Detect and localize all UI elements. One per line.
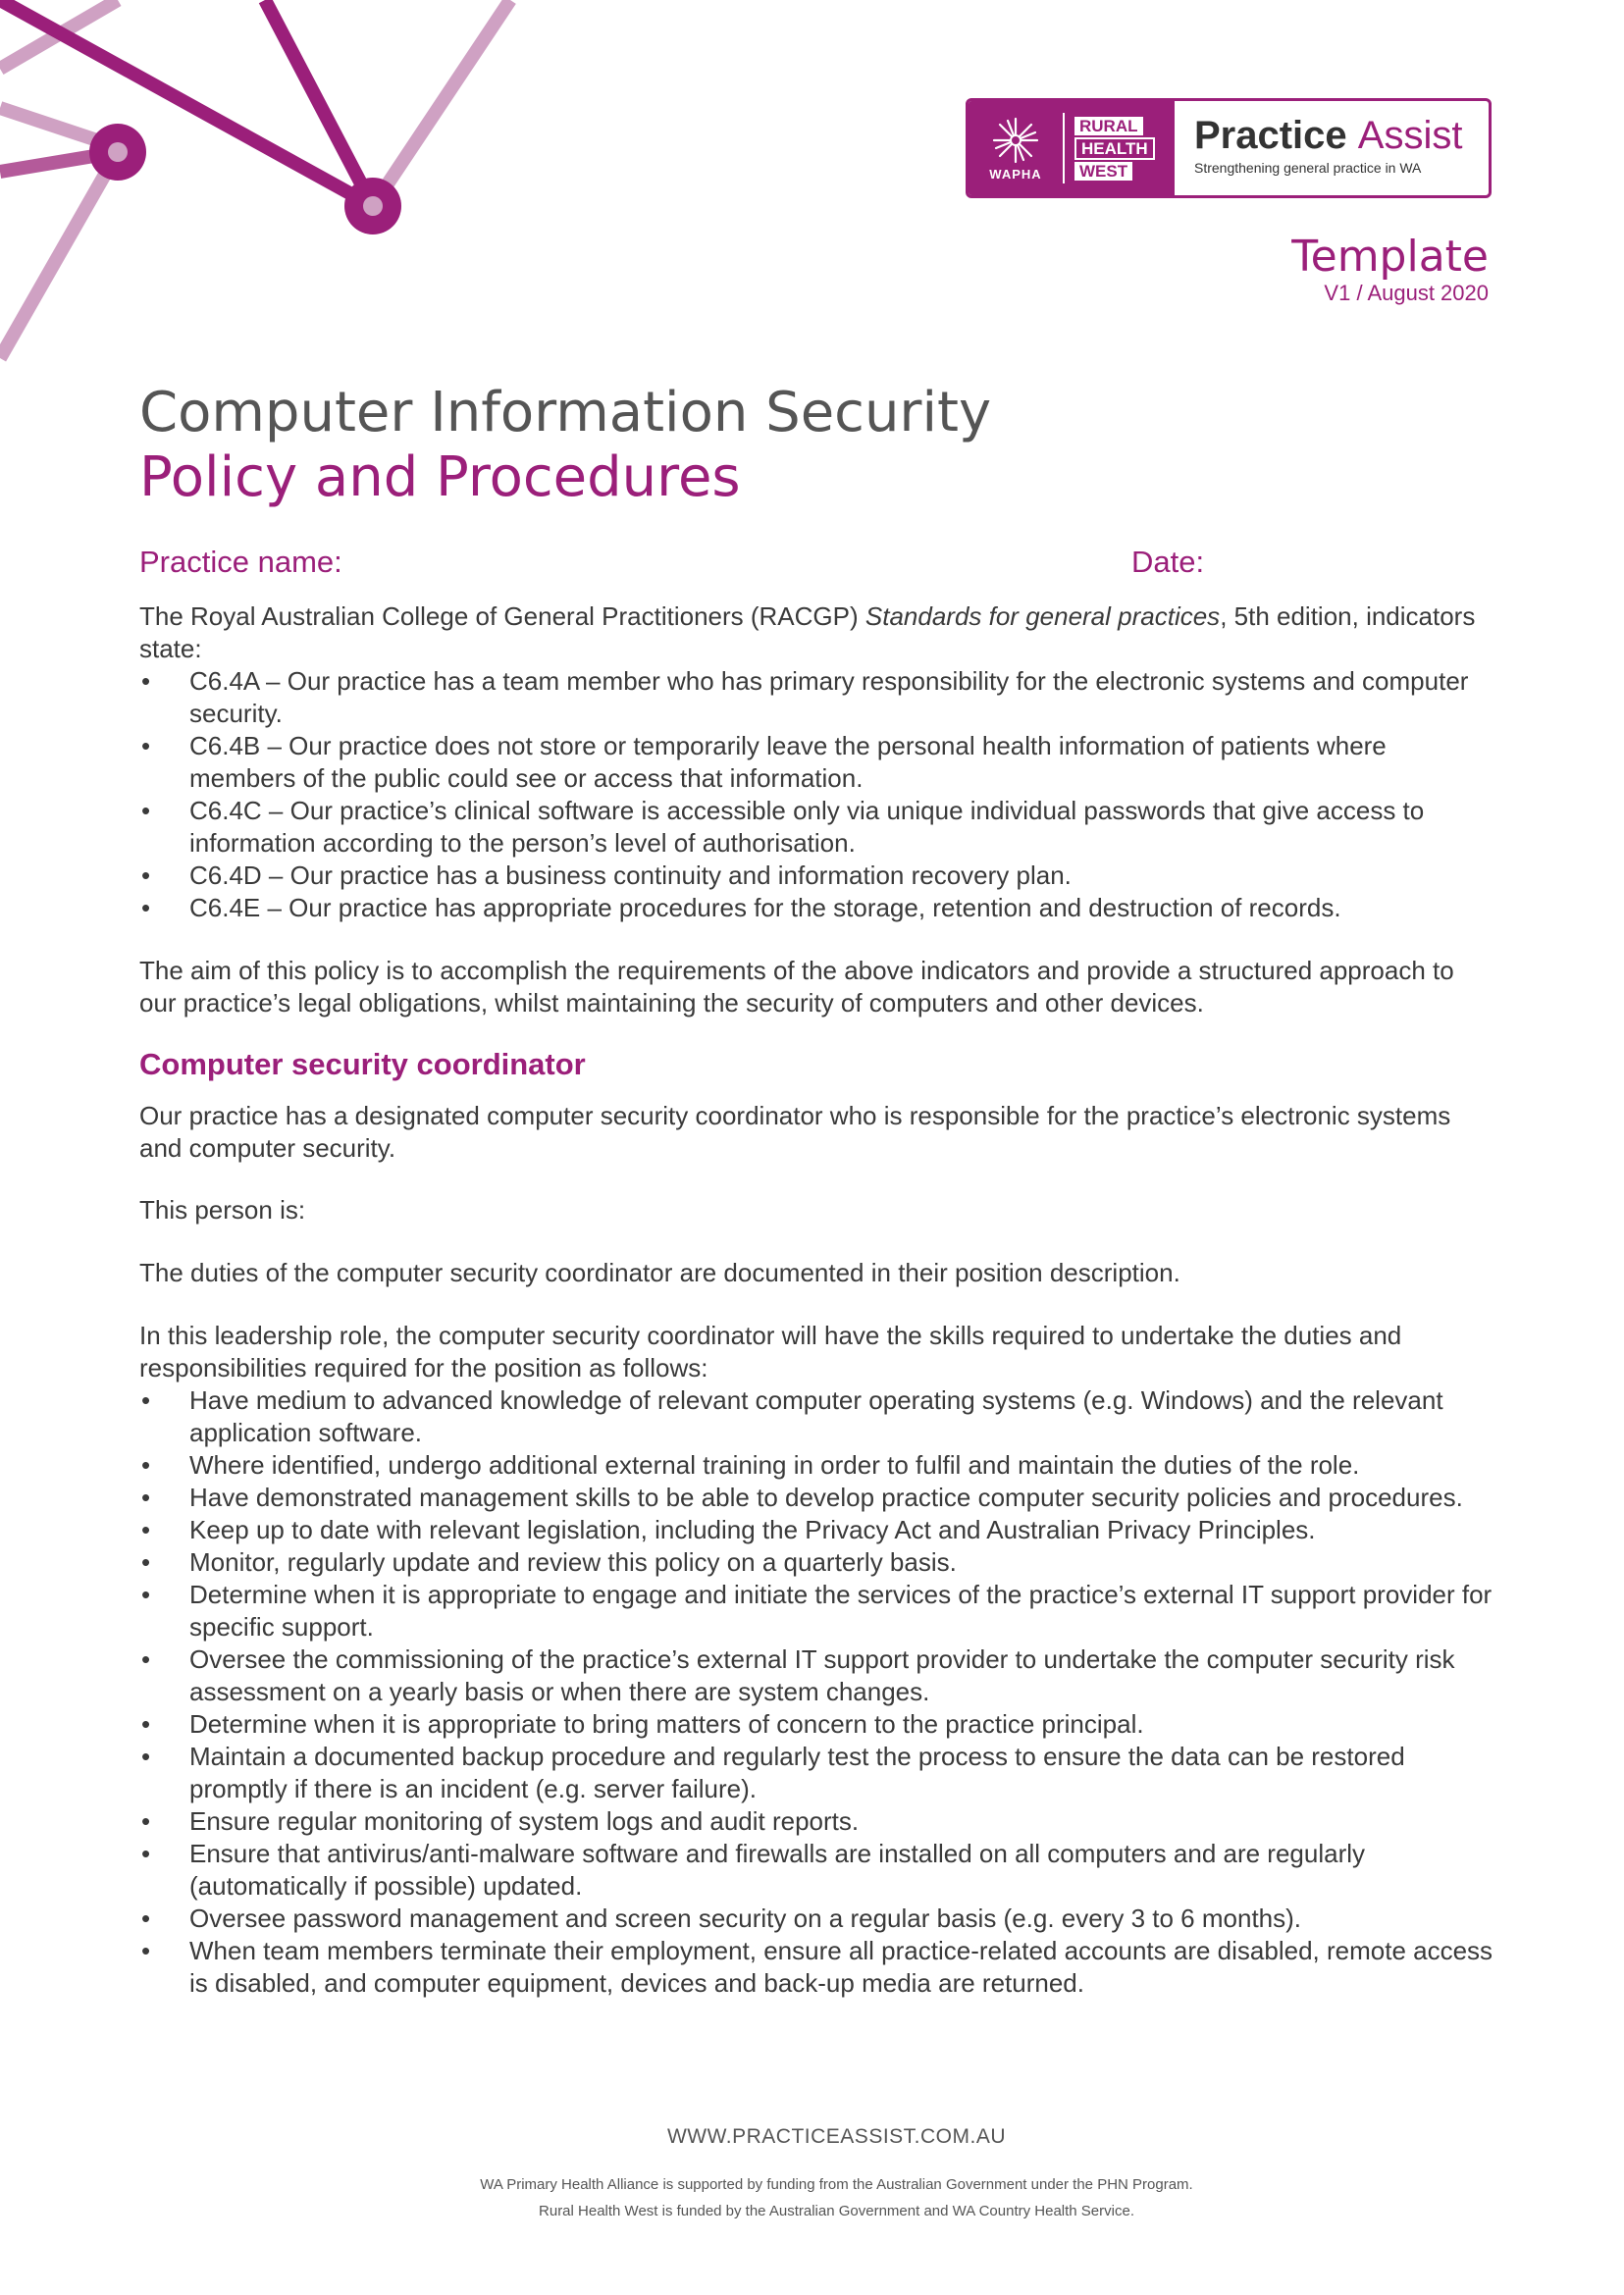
logo-partner-panel xyxy=(969,101,1175,195)
practice-assist-logo xyxy=(966,98,1492,198)
intro-text-start: The Royal Australian College of General Practitioners (RACGP) xyxy=(139,601,865,631)
this-person-paragraph[interactable]: This person is: xyxy=(139,1195,306,1225)
list-item: • Oversee password management and screen security on a regular basis (e.g. every 3 to 6 months). xyxy=(139,1903,1493,1935)
list-item: • Maintain a documented backup procedure and regularly test the process to ensure the data can be restored promptly if there is an incident (e.g. server failure). xyxy=(139,1741,1493,1805)
wapha-text: WAPHA xyxy=(989,166,1042,182)
footer-funding-note-wapha: WA Primary Health Alliance is supported by funding from the Australian Government under the PHN Program. xyxy=(480,2176,1193,2193)
intro-text-end: , 5th edition, indicators state: xyxy=(139,601,1476,663)
list-item: • C6.4B – Our practice does not store or temporarily leave the personal health information of patients where members of the public could see or access that information. xyxy=(139,730,1493,795)
template-label: Template xyxy=(1291,232,1489,282)
practice-assist-wordmark xyxy=(1194,115,1489,156)
list-item: • Ensure that antivirus/anti-malware software and firewalls are installed on all computers and are regularly (automatically if possible) updated. xyxy=(139,1838,1493,1903)
list-item: • Have demonstrated management skills to be able to develop practice computer security policies and procedures. xyxy=(139,1482,1493,1514)
list-item: • Have medium to advanced knowledge of relevant computer operating systems (e.g. Windows) and the relevant application software. xyxy=(139,1384,1493,1449)
rhw-line-west: WEST xyxy=(1074,162,1132,181)
rural-health-west-logo xyxy=(1074,117,1155,181)
leadership-paragraph: In this leadership role, the computer security coordinator will have the skills required to undertake the duties and responsibilities required for the position as follows: xyxy=(139,1321,1402,1382)
intro-paragraph xyxy=(139,600,1493,665)
list-item: • Oversee the commissioning of the practice’s external IT support provider to undertake the computer security risk assessment on a yearly basis or when there are system changes. xyxy=(139,1643,1493,1708)
list-item: • When team members terminate their employment, ensure all practice-related accounts are disabled, remote access is disabled, and computer equipment, devices and back-up media are returned. xyxy=(139,1935,1493,2000)
document-title-line1: Computer Information Security xyxy=(139,381,992,444)
duties-list xyxy=(139,1384,1493,2000)
starburst-icon xyxy=(991,116,1040,165)
coordinator-paragraph: Our practice has a designated computer security coordinator who is responsible for the practice’s electronic systems and computer security. xyxy=(139,1101,1451,1163)
indicators-list xyxy=(139,665,1493,924)
list-item: • C6.4C – Our practice’s clinical software is accessible only via unique individual passwords that give access to information according to the person’s level of authorisation. xyxy=(139,795,1493,860)
intro-standards-title: Standards for general practices xyxy=(864,601,1221,631)
aim-paragraph: The aim of this policy is to accomplish the requirements of the above indicators and provide a structured approach to our practice’s legal obligations, whilst maintaining the security of computers and other devices. xyxy=(139,956,1454,1017)
list-item: • Where identified, undergo additional external training in order to fulfil and maintain the duties of the role. xyxy=(139,1449,1493,1482)
practice-name-field[interactable]: Practice name: xyxy=(139,545,342,579)
corner-network-graphic xyxy=(0,0,530,373)
list-item: • Determine when it is appropriate to bring matters of concern to the practice principal. xyxy=(139,1708,1493,1741)
logo-divider xyxy=(1063,113,1065,183)
date-field[interactable]: Date: xyxy=(1131,545,1205,579)
list-item: • Keep up to date with relevant legislation, including the Privacy Act and Australian Privacy Principles. xyxy=(139,1514,1493,1546)
wordmark-practice: Practice xyxy=(1194,114,1347,157)
logo-brand-panel xyxy=(1175,101,1489,195)
list-item: • C6.4E – Our practice has appropriate procedures for the storage, retention and destruction of records. xyxy=(139,892,1493,924)
wordmark-assist: Assist xyxy=(1357,114,1463,157)
list-item: • C6.4D – Our practice has a business continuity and information recovery plan. xyxy=(139,860,1493,892)
list-item: • Determine when it is appropriate to engage and initiate the services of the practice’s external IT support provider for specific support. xyxy=(139,1579,1493,1643)
list-item: • Ensure regular monitoring of system logs and audit reports. xyxy=(139,1805,1493,1838)
rhw-line-rural: RURAL xyxy=(1074,117,1143,135)
wapha-logo xyxy=(969,116,1063,182)
duties-documented-paragraph: The duties of the computer security coordinator are documented in their position description. xyxy=(139,1258,1180,1287)
footer-website-link[interactable]: WWW.PRACTICEASSIST.COM.AU xyxy=(666,2125,1006,2148)
document-body xyxy=(139,600,1493,2000)
list-item: • C6.4A – Our practice has a team member who has primary responsibility for the electronic systems and computer security. xyxy=(139,665,1493,730)
template-version: V1 / August 2020 xyxy=(1324,281,1489,305)
document-title-line2: Policy and Procedures xyxy=(139,445,741,509)
rhw-line-health: HEALTH xyxy=(1074,137,1155,160)
logo-tagline: Strengthening general practice in WA xyxy=(1194,160,1422,176)
section-heading-coordinator: Computer security coordinator xyxy=(139,1047,586,1081)
footer-funding-note-rhw: Rural Health West is funded by the Australian Government and WA Country Health Service. xyxy=(539,2203,1134,2219)
list-item: • Monitor, regularly update and review this policy on a quarterly basis. xyxy=(139,1546,1493,1579)
